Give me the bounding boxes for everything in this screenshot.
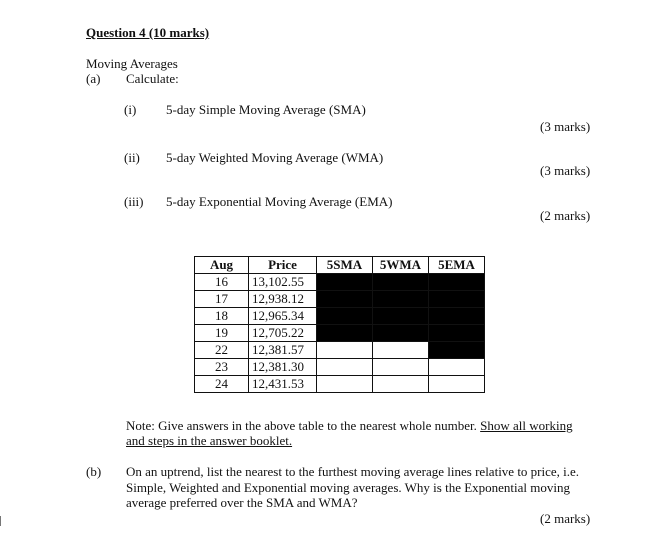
ema-cell-shaded	[429, 274, 485, 291]
table-row	[195, 376, 485, 393]
header-5wma: 5WMA	[373, 257, 429, 274]
part-a-instruction: Calculate:	[126, 71, 179, 86]
wma-cell-blank	[373, 376, 429, 393]
item-iii-number: (iii)	[124, 194, 144, 209]
item-iii-text: 5-day Exponential Moving Average (EMA)	[166, 194, 393, 209]
aug-cell: 18	[195, 308, 249, 325]
header-aug: Aug	[195, 257, 249, 274]
wma-cell-blank	[373, 359, 429, 376]
header-5sma: 5SMA	[317, 257, 373, 274]
header-price: Price	[249, 257, 317, 274]
price-cell: 12,381.30	[249, 359, 317, 376]
note-underlined-1: Show all working	[480, 418, 573, 433]
part-b-line-2: Simple, Weighted and Exponential moving averages. Why is the Exponential moving	[126, 480, 570, 495]
item-ii-text: 5-day Weighted Moving Average (WMA)	[166, 150, 384, 165]
aug-cell: 23	[195, 359, 249, 376]
price-cell: 12,431.53	[249, 376, 317, 393]
table-row	[195, 291, 485, 308]
sma-cell-shaded	[317, 325, 373, 342]
ema-cell-shaded	[429, 325, 485, 342]
ema-cell-shaded	[429, 342, 485, 359]
margin-mark	[0, 516, 1, 526]
part-b-label: (b)	[86, 464, 102, 479]
price-cell: 13,102.55	[249, 274, 317, 291]
note-prefix: Note: Give answers in the above table to the nearest whole number.	[126, 418, 481, 433]
wma-cell-shaded	[373, 291, 429, 308]
note-line-1	[126, 418, 573, 433]
moving-average-table	[194, 256, 485, 393]
question-title: Question 4 (10 marks)	[86, 25, 210, 40]
sma-cell-shaded	[317, 274, 373, 291]
sma-cell-shaded	[317, 308, 373, 325]
ema-cell-blank	[429, 376, 485, 393]
header-5ema: 5EMA	[429, 257, 485, 274]
ema-cell-blank	[429, 359, 485, 376]
sma-cell-blank	[317, 376, 373, 393]
wma-cell-shaded	[373, 308, 429, 325]
table-row	[195, 342, 485, 359]
price-cell: 12,381.57	[249, 342, 317, 359]
part-b-marks: (2 marks)	[540, 511, 591, 526]
table-row	[195, 308, 485, 325]
price-cell: 12,965.34	[249, 308, 317, 325]
wma-cell-blank	[373, 342, 429, 359]
note-underlined-2: and steps in the answer booklet.	[126, 433, 293, 448]
price-cell: 12,705.22	[249, 325, 317, 342]
part-b-line-1: On an uptrend, list the nearest to the furthest moving average lines relative to price, i.e.	[126, 464, 580, 479]
part-b-line-3: average preferred over the SMA and WMA?	[126, 495, 358, 510]
sma-cell-blank	[317, 359, 373, 376]
aug-cell: 19	[195, 325, 249, 342]
part-a-label: (a)	[86, 71, 101, 86]
ema-cell-shaded	[429, 291, 485, 308]
table-row	[195, 274, 485, 291]
table-row	[195, 325, 485, 342]
ema-cell-shaded	[429, 308, 485, 325]
wma-cell-shaded	[373, 325, 429, 342]
price-cell: 12,938.12	[249, 291, 317, 308]
item-i-text: 5-day Simple Moving Average (SMA)	[166, 102, 366, 117]
sma-cell-blank	[317, 342, 373, 359]
topic-heading: Moving Averages	[86, 56, 178, 71]
table-header-row	[195, 257, 485, 274]
aug-cell: 17	[195, 291, 249, 308]
item-ii-marks: (3 marks)	[540, 163, 591, 178]
table-row	[195, 359, 485, 376]
item-ii-number: (ii)	[124, 150, 140, 165]
item-iii-marks: (2 marks)	[540, 208, 591, 223]
item-i-marks: (3 marks)	[540, 119, 591, 134]
item-i-number: (i)	[124, 102, 137, 117]
wma-cell-shaded	[373, 274, 429, 291]
aug-cell: 22	[195, 342, 249, 359]
sma-cell-shaded	[317, 291, 373, 308]
aug-cell: 16	[195, 274, 249, 291]
aug-cell: 24	[195, 376, 249, 393]
